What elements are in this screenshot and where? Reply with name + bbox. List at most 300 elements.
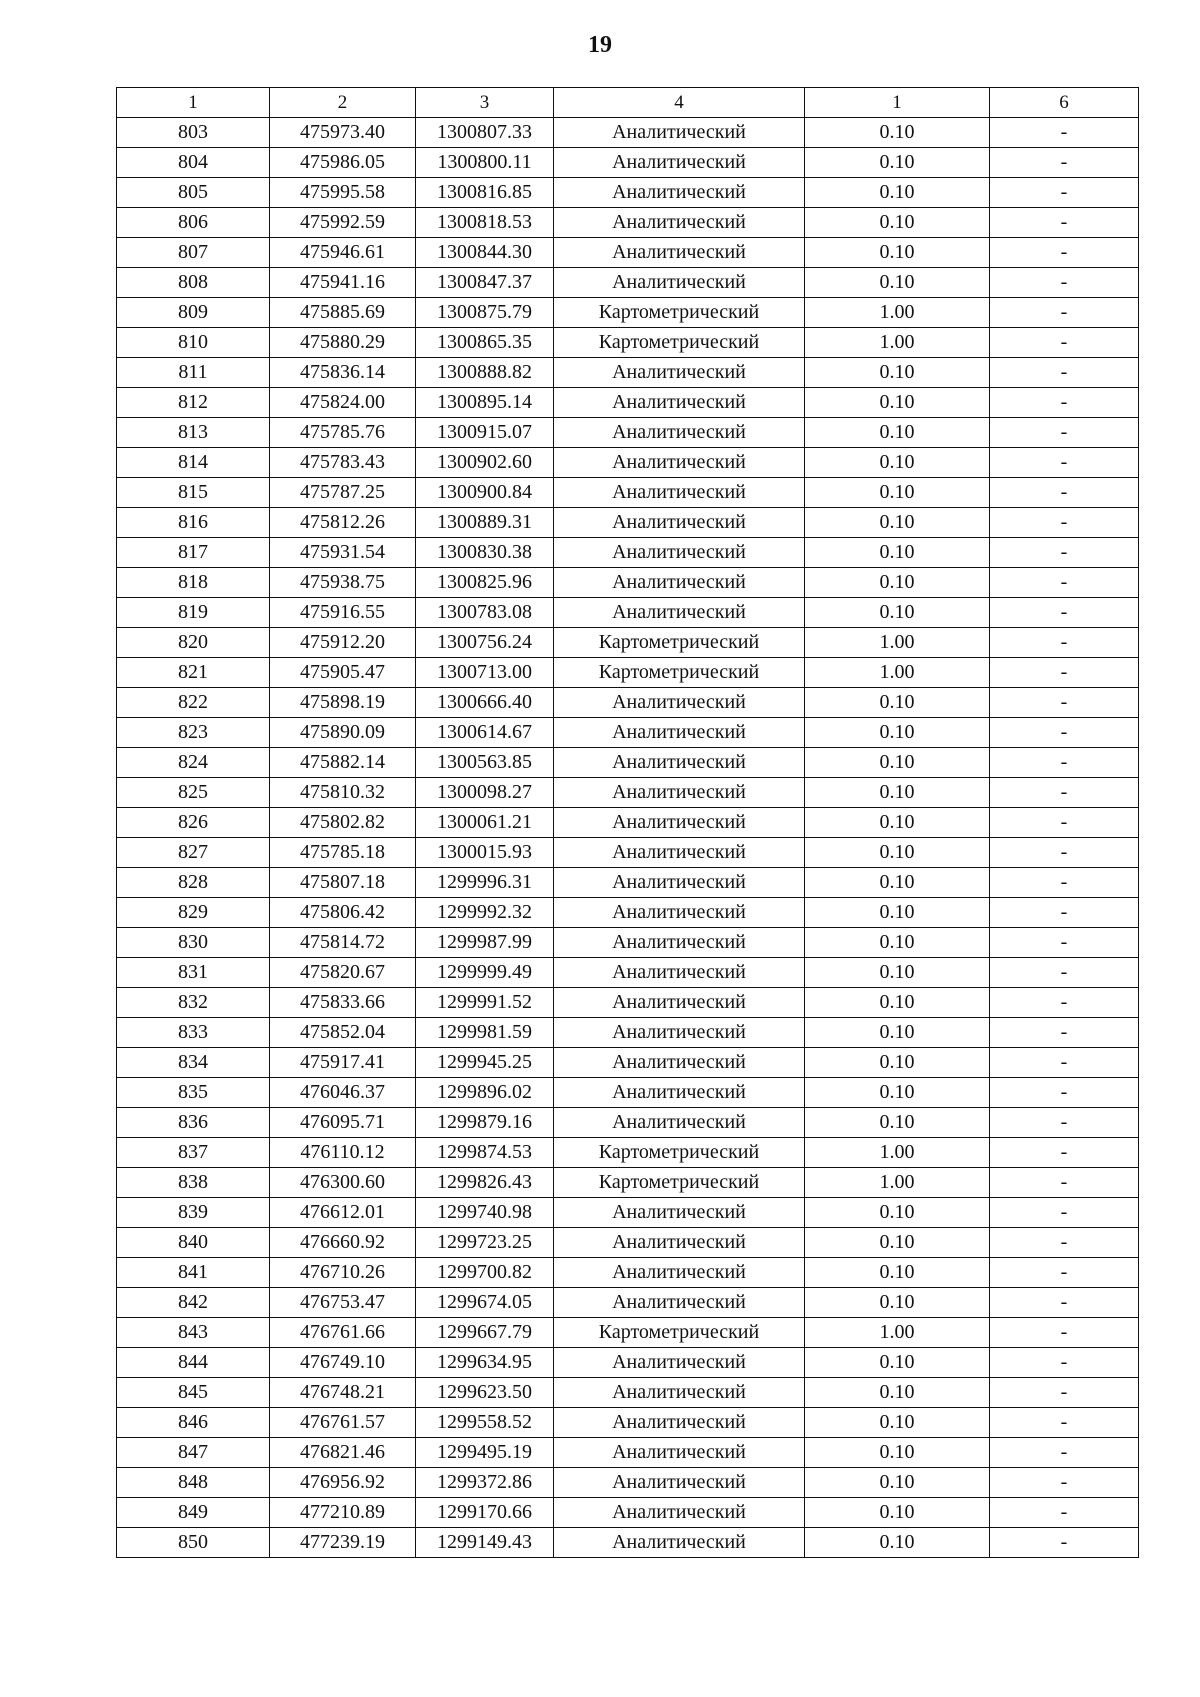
description-cell: - [990, 598, 1139, 628]
column-header: 1 [117, 88, 270, 118]
method-cell: Аналитический [554, 868, 805, 898]
table-row [117, 508, 1139, 538]
x-coordinate-cell: 476761.57 [270, 1408, 416, 1438]
y-coordinate-cell: 1300713.00 [416, 658, 554, 688]
accuracy-cell: 0.10 [805, 1498, 990, 1528]
method-cell: Аналитический [554, 958, 805, 988]
y-coordinate-cell: 1300614.67 [416, 718, 554, 748]
table-row [117, 568, 1139, 598]
column-header: 3 [416, 88, 554, 118]
table-row [117, 1048, 1139, 1078]
x-coordinate-cell: 476753.47 [270, 1288, 416, 1318]
x-coordinate-cell: 475802.82 [270, 808, 416, 838]
accuracy-cell: 0.10 [805, 1288, 990, 1318]
description-cell: - [990, 748, 1139, 778]
point-number-cell: 814 [117, 448, 270, 478]
method-cell: Аналитический [554, 568, 805, 598]
point-number-cell: 842 [117, 1288, 270, 1318]
y-coordinate-cell: 1299674.05 [416, 1288, 554, 1318]
x-coordinate-cell: 476095.71 [270, 1108, 416, 1138]
y-coordinate-cell: 1299896.02 [416, 1078, 554, 1108]
method-cell: Аналитический [554, 1228, 805, 1258]
description-cell: - [990, 1288, 1139, 1318]
x-coordinate-cell: 475833.66 [270, 988, 416, 1018]
x-coordinate-cell: 475986.05 [270, 148, 416, 178]
method-cell: Аналитический [554, 508, 805, 538]
accuracy-cell: 0.10 [805, 118, 990, 148]
method-cell: Картометрический [554, 298, 805, 328]
table-row [117, 208, 1139, 238]
point-number-cell: 812 [117, 388, 270, 418]
description-cell: - [990, 958, 1139, 988]
accuracy-cell: 0.10 [805, 808, 990, 838]
description-cell: - [990, 1108, 1139, 1138]
accuracy-cell: 1.00 [805, 328, 990, 358]
description-cell: - [990, 118, 1139, 148]
column-header: 1 [805, 88, 990, 118]
method-cell: Картометрический [554, 658, 805, 688]
x-coordinate-cell: 475917.41 [270, 1048, 416, 1078]
x-coordinate-cell: 475938.75 [270, 568, 416, 598]
point-number-cell: 803 [117, 118, 270, 148]
description-cell: - [990, 1408, 1139, 1438]
accuracy-cell: 0.10 [805, 778, 990, 808]
description-cell: - [990, 478, 1139, 508]
accuracy-cell: 0.10 [805, 1078, 990, 1108]
y-coordinate-cell: 1300015.93 [416, 838, 554, 868]
x-coordinate-cell: 475836.14 [270, 358, 416, 388]
table-row [117, 1228, 1139, 1258]
table-row [117, 988, 1139, 1018]
method-cell: Аналитический [554, 178, 805, 208]
description-cell: - [990, 1018, 1139, 1048]
point-number-cell: 831 [117, 958, 270, 988]
point-number-cell: 832 [117, 988, 270, 1018]
method-cell: Аналитический [554, 1468, 805, 1498]
x-coordinate-cell: 476300.60 [270, 1168, 416, 1198]
y-coordinate-cell: 1300818.53 [416, 208, 554, 238]
description-cell: - [990, 1498, 1139, 1528]
x-coordinate-cell: 475814.72 [270, 928, 416, 958]
x-coordinate-cell: 475973.40 [270, 118, 416, 148]
point-number-cell: 850 [117, 1528, 270, 1558]
accuracy-cell: 0.10 [805, 238, 990, 268]
description-cell: - [990, 448, 1139, 478]
y-coordinate-cell: 1300895.14 [416, 388, 554, 418]
accuracy-cell: 1.00 [805, 298, 990, 328]
table-row [117, 778, 1139, 808]
description-cell: - [990, 1468, 1139, 1498]
table-row [117, 388, 1139, 418]
method-cell: Картометрический [554, 328, 805, 358]
y-coordinate-cell: 1299723.25 [416, 1228, 554, 1258]
point-number-cell: 829 [117, 898, 270, 928]
accuracy-cell: 0.10 [805, 1198, 990, 1228]
x-coordinate-cell: 475995.58 [270, 178, 416, 208]
method-cell: Аналитический [554, 238, 805, 268]
method-cell: Аналитический [554, 538, 805, 568]
description-cell: - [990, 1528, 1139, 1558]
x-coordinate-cell: 477210.89 [270, 1498, 416, 1528]
x-coordinate-cell: 476110.12 [270, 1138, 416, 1168]
x-coordinate-cell: 475820.67 [270, 958, 416, 988]
table-row [117, 718, 1139, 748]
method-cell: Аналитический [554, 808, 805, 838]
y-coordinate-cell: 1299170.66 [416, 1498, 554, 1528]
x-coordinate-cell: 475916.55 [270, 598, 416, 628]
x-coordinate-cell: 475785.76 [270, 418, 416, 448]
method-cell: Аналитический [554, 598, 805, 628]
x-coordinate-cell: 475787.25 [270, 478, 416, 508]
accuracy-cell: 1.00 [805, 658, 990, 688]
point-number-cell: 823 [117, 718, 270, 748]
accuracy-cell: 0.10 [805, 1348, 990, 1378]
table-row [117, 1438, 1139, 1468]
table-row [117, 838, 1139, 868]
y-coordinate-cell: 1299623.50 [416, 1378, 554, 1408]
method-cell: Аналитический [554, 778, 805, 808]
point-number-cell: 839 [117, 1198, 270, 1228]
point-number-cell: 837 [117, 1138, 270, 1168]
x-coordinate-cell: 475931.54 [270, 538, 416, 568]
x-coordinate-cell: 475992.59 [270, 208, 416, 238]
x-coordinate-cell: 475785.18 [270, 838, 416, 868]
y-coordinate-cell: 1299981.59 [416, 1018, 554, 1048]
y-coordinate-cell: 1300061.21 [416, 808, 554, 838]
y-coordinate-cell: 1299495.19 [416, 1438, 554, 1468]
table-row [117, 358, 1139, 388]
accuracy-cell: 0.10 [805, 478, 990, 508]
description-cell: - [990, 268, 1139, 298]
x-coordinate-cell: 475783.43 [270, 448, 416, 478]
x-coordinate-cell: 475824.00 [270, 388, 416, 418]
table-row [117, 868, 1139, 898]
y-coordinate-cell: 1300900.84 [416, 478, 554, 508]
method-cell: Картометрический [554, 1168, 805, 1198]
description-cell: - [990, 928, 1139, 958]
point-number-cell: 820 [117, 628, 270, 658]
method-cell: Картометрический [554, 628, 805, 658]
y-coordinate-cell: 1299879.16 [416, 1108, 554, 1138]
description-cell: - [990, 208, 1139, 238]
x-coordinate-cell: 475946.61 [270, 238, 416, 268]
description-cell: - [990, 1438, 1139, 1468]
table-row [117, 1528, 1139, 1558]
method-cell: Аналитический [554, 898, 805, 928]
accuracy-cell: 0.10 [805, 1048, 990, 1078]
table-row [117, 1168, 1139, 1198]
y-coordinate-cell: 1299634.95 [416, 1348, 554, 1378]
description-cell: - [990, 838, 1139, 868]
page-number: 19 [588, 32, 612, 58]
point-number-cell: 810 [117, 328, 270, 358]
point-number-cell: 813 [117, 418, 270, 448]
x-coordinate-cell: 476612.01 [270, 1198, 416, 1228]
y-coordinate-cell: 1300865.35 [416, 328, 554, 358]
x-coordinate-cell: 475912.20 [270, 628, 416, 658]
accuracy-cell: 0.10 [805, 388, 990, 418]
point-number-cell: 834 [117, 1048, 270, 1078]
y-coordinate-cell: 1300563.85 [416, 748, 554, 778]
accuracy-cell: 0.10 [805, 1468, 990, 1498]
table-row [117, 478, 1139, 508]
description-cell: - [990, 358, 1139, 388]
point-number-cell: 843 [117, 1318, 270, 1348]
method-cell: Аналитический [554, 1078, 805, 1108]
accuracy-cell: 0.10 [805, 208, 990, 238]
x-coordinate-cell: 476660.92 [270, 1228, 416, 1258]
x-coordinate-cell: 475882.14 [270, 748, 416, 778]
table-row [117, 748, 1139, 778]
description-cell: - [990, 718, 1139, 748]
method-cell: Аналитический [554, 1408, 805, 1438]
y-coordinate-cell: 1300816.85 [416, 178, 554, 208]
y-coordinate-cell: 1299992.32 [416, 898, 554, 928]
method-cell: Аналитический [554, 208, 805, 238]
description-cell: - [990, 508, 1139, 538]
method-cell: Аналитический [554, 478, 805, 508]
point-number-cell: 848 [117, 1468, 270, 1498]
method-cell: Аналитический [554, 1528, 805, 1558]
description-cell: - [990, 808, 1139, 838]
table-row [117, 928, 1139, 958]
accuracy-cell: 0.10 [805, 1378, 990, 1408]
accuracy-cell: 0.10 [805, 838, 990, 868]
point-number-cell: 841 [117, 1258, 270, 1288]
point-number-cell: 811 [117, 358, 270, 388]
description-cell: - [990, 1198, 1139, 1228]
method-cell: Аналитический [554, 988, 805, 1018]
y-coordinate-cell: 1300098.27 [416, 778, 554, 808]
point-number-cell: 806 [117, 208, 270, 238]
y-coordinate-cell: 1299558.52 [416, 1408, 554, 1438]
table-row [117, 238, 1139, 268]
point-number-cell: 849 [117, 1498, 270, 1528]
accuracy-cell: 0.10 [805, 1108, 990, 1138]
method-cell: Аналитический [554, 1018, 805, 1048]
y-coordinate-cell: 1300875.79 [416, 298, 554, 328]
y-coordinate-cell: 1299700.82 [416, 1258, 554, 1288]
table-row [117, 418, 1139, 448]
y-coordinate-cell: 1300844.30 [416, 238, 554, 268]
x-coordinate-cell: 475898.19 [270, 688, 416, 718]
point-number-cell: 816 [117, 508, 270, 538]
y-coordinate-cell: 1299999.49 [416, 958, 554, 988]
point-number-cell: 846 [117, 1408, 270, 1438]
accuracy-cell: 0.10 [805, 358, 990, 388]
description-cell: - [990, 1348, 1139, 1378]
table-row [117, 1318, 1139, 1348]
method-cell: Аналитический [554, 418, 805, 448]
x-coordinate-cell: 476046.37 [270, 1078, 416, 1108]
table-row [117, 898, 1139, 928]
accuracy-cell: 0.10 [805, 268, 990, 298]
description-cell: - [990, 1378, 1139, 1408]
table-row [117, 598, 1139, 628]
table-row [117, 538, 1139, 568]
method-cell: Аналитический [554, 118, 805, 148]
point-number-cell: 830 [117, 928, 270, 958]
accuracy-cell: 0.10 [805, 508, 990, 538]
y-coordinate-cell: 1300800.11 [416, 148, 554, 178]
accuracy-cell: 0.10 [805, 1018, 990, 1048]
point-number-cell: 824 [117, 748, 270, 778]
accuracy-cell: 0.10 [805, 1528, 990, 1558]
table-row [117, 1108, 1139, 1138]
method-cell: Аналитический [554, 1438, 805, 1468]
description-cell: - [990, 1228, 1139, 1258]
accuracy-cell: 0.10 [805, 1258, 990, 1288]
description-cell: - [990, 868, 1139, 898]
x-coordinate-cell: 475810.32 [270, 778, 416, 808]
table-row [117, 808, 1139, 838]
point-number-cell: 828 [117, 868, 270, 898]
accuracy-cell: 0.10 [805, 868, 990, 898]
method-cell: Аналитический [554, 838, 805, 868]
y-coordinate-cell: 1299945.25 [416, 1048, 554, 1078]
method-cell: Аналитический [554, 358, 805, 388]
x-coordinate-cell: 475812.26 [270, 508, 416, 538]
point-number-cell: 805 [117, 178, 270, 208]
x-coordinate-cell: 475807.18 [270, 868, 416, 898]
x-coordinate-cell: 476761.66 [270, 1318, 416, 1348]
accuracy-cell: 0.10 [805, 538, 990, 568]
table-body [117, 118, 1139, 1558]
y-coordinate-cell: 1299740.98 [416, 1198, 554, 1228]
table-row [117, 628, 1139, 658]
accuracy-cell: 0.10 [805, 1408, 990, 1438]
x-coordinate-cell: 476710.26 [270, 1258, 416, 1288]
point-number-cell: 840 [117, 1228, 270, 1258]
y-coordinate-cell: 1300756.24 [416, 628, 554, 658]
y-coordinate-cell: 1299667.79 [416, 1318, 554, 1348]
x-coordinate-cell: 475890.09 [270, 718, 416, 748]
method-cell: Аналитический [554, 1348, 805, 1378]
point-number-cell: 817 [117, 538, 270, 568]
accuracy-cell: 0.10 [805, 958, 990, 988]
table-row [117, 1348, 1139, 1378]
y-coordinate-cell: 1299874.53 [416, 1138, 554, 1168]
method-cell: Аналитический [554, 448, 805, 478]
x-coordinate-cell: 475880.29 [270, 328, 416, 358]
y-coordinate-cell: 1300888.82 [416, 358, 554, 388]
coordinates-table [116, 87, 1139, 1558]
point-number-cell: 818 [117, 568, 270, 598]
x-coordinate-cell: 476749.10 [270, 1348, 416, 1378]
method-cell: Картометрический [554, 1138, 805, 1168]
point-number-cell: 836 [117, 1108, 270, 1138]
method-cell: Аналитический [554, 1048, 805, 1078]
table-row [117, 118, 1139, 148]
x-coordinate-cell: 475852.04 [270, 1018, 416, 1048]
description-cell: - [990, 178, 1139, 208]
y-coordinate-cell: 1300783.08 [416, 598, 554, 628]
x-coordinate-cell: 475885.69 [270, 298, 416, 328]
point-number-cell: 804 [117, 148, 270, 178]
y-coordinate-cell: 1300902.60 [416, 448, 554, 478]
accuracy-cell: 0.10 [805, 418, 990, 448]
accuracy-cell: 0.10 [805, 448, 990, 478]
point-number-cell: 835 [117, 1078, 270, 1108]
table-row [117, 448, 1139, 478]
y-coordinate-cell: 1300666.40 [416, 688, 554, 718]
table-row [117, 658, 1139, 688]
table-row [117, 1468, 1139, 1498]
description-cell: - [990, 1258, 1139, 1288]
description-cell: - [990, 988, 1139, 1018]
accuracy-cell: 0.10 [805, 928, 990, 958]
table-row [117, 1018, 1139, 1048]
table-row [117, 1138, 1139, 1168]
description-cell: - [990, 328, 1139, 358]
table-row [117, 268, 1139, 298]
description-cell: - [990, 418, 1139, 448]
x-coordinate-cell: 475905.47 [270, 658, 416, 688]
y-coordinate-cell: 1300889.31 [416, 508, 554, 538]
accuracy-cell: 0.10 [805, 178, 990, 208]
description-cell: - [990, 1318, 1139, 1348]
method-cell: Аналитический [554, 1288, 805, 1318]
table-row [117, 148, 1139, 178]
y-coordinate-cell: 1300847.37 [416, 268, 554, 298]
accuracy-cell: 0.10 [805, 1438, 990, 1468]
x-coordinate-cell: 476748.21 [270, 1378, 416, 1408]
method-cell: Картометрический [554, 1318, 805, 1348]
method-cell: Аналитический [554, 1498, 805, 1528]
method-cell: Аналитический [554, 1378, 805, 1408]
y-coordinate-cell: 1300825.96 [416, 568, 554, 598]
method-cell: Аналитический [554, 748, 805, 778]
accuracy-cell: 1.00 [805, 1138, 990, 1168]
y-coordinate-cell: 1300915.07 [416, 418, 554, 448]
description-cell: - [990, 238, 1139, 268]
y-coordinate-cell: 1299372.86 [416, 1468, 554, 1498]
point-number-cell: 838 [117, 1168, 270, 1198]
point-number-cell: 822 [117, 688, 270, 718]
point-number-cell: 821 [117, 658, 270, 688]
accuracy-cell: 0.10 [805, 568, 990, 598]
point-number-cell: 844 [117, 1348, 270, 1378]
method-cell: Аналитический [554, 1258, 805, 1288]
accuracy-cell: 0.10 [805, 148, 990, 178]
accuracy-cell: 0.10 [805, 688, 990, 718]
description-cell: - [990, 148, 1139, 178]
accuracy-cell: 1.00 [805, 1168, 990, 1198]
accuracy-cell: 0.10 [805, 598, 990, 628]
y-coordinate-cell: 1299149.43 [416, 1528, 554, 1558]
x-coordinate-cell: 476956.92 [270, 1468, 416, 1498]
method-cell: Аналитический [554, 688, 805, 718]
accuracy-cell: 0.10 [805, 1228, 990, 1258]
accuracy-cell: 1.00 [805, 1318, 990, 1348]
column-header: 2 [270, 88, 416, 118]
table-row [117, 1198, 1139, 1228]
point-number-cell: 815 [117, 478, 270, 508]
y-coordinate-cell: 1299996.31 [416, 868, 554, 898]
description-cell: - [990, 778, 1139, 808]
description-cell: - [990, 298, 1139, 328]
table-row [117, 298, 1139, 328]
accuracy-cell: 1.00 [805, 628, 990, 658]
x-coordinate-cell: 476821.46 [270, 1438, 416, 1468]
y-coordinate-cell: 1299987.99 [416, 928, 554, 958]
table-row [117, 1498, 1139, 1528]
method-cell: Аналитический [554, 1108, 805, 1138]
accuracy-cell: 0.10 [805, 718, 990, 748]
method-cell: Аналитический [554, 148, 805, 178]
point-number-cell: 827 [117, 838, 270, 868]
x-coordinate-cell: 477239.19 [270, 1528, 416, 1558]
